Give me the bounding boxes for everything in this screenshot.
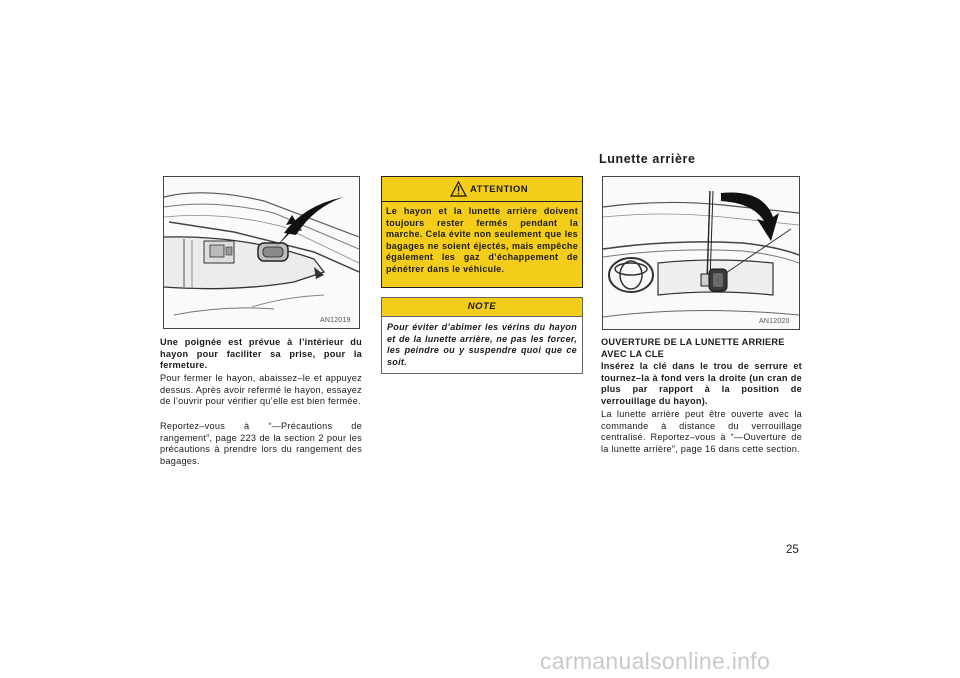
remote-opening-text: La lunette arrière peut être ouverte avec la commande à distance du verrouillage centralisé. Reportez–vous à “—Ouverture de la lunette arrière”, page 16 dans cette section. <box>601 409 802 454</box>
attention-box <box>381 176 583 288</box>
key-lock-illustration <box>603 177 799 329</box>
attention-title: ATTENTION <box>470 184 529 195</box>
attention-text: Le hayon et la lunette arrière doivent toujours rester fermés pendant la marche. Cela évite non seulement que les bagages ne soient éjectés, mais empêche également les gaz d’échappement de pénétrer dans le véhicule. <box>386 206 578 274</box>
note-text: Pour éviter d’abîmer les vérins du hayon et de la lunette arrière, ne pas les forcer, les peindre ou y suspendre quoi que ce soit. <box>387 322 577 367</box>
liftgate-handle-illustration <box>164 177 359 328</box>
key-opening-heading: OUVERTURE DE LA LUNETTE ARRIERE AVEC LA CLE <box>601 337 785 359</box>
note-title: NOTE <box>382 298 582 317</box>
warning-triangle-icon <box>450 181 467 197</box>
key-instructions: Insérez la clé dans le trou de serrure et tournez–la à fond vers la droite (un cran de plus par rapport à la position de verrouillage du hayon). <box>601 361 802 406</box>
handle-heading: Une poignée est prévue à l’intérieur du hayon pour faciliter sa prise, pour la fermeture. <box>160 337 362 371</box>
note-box <box>381 297 583 374</box>
page-number: 25 <box>786 544 799 556</box>
attention-header <box>382 177 582 202</box>
watermark: carmanualsonline.info <box>540 648 771 674</box>
section-title: Lunette arrière <box>599 152 696 166</box>
storage-reference: Reportez–vous à “—Précautions de rangement”, page 223 de la section 2 pour les précautions à prendre lors du rangement des bagages. <box>160 421 362 466</box>
key-lock-figure <box>602 176 800 330</box>
figure-code: AN12020 <box>759 318 790 325</box>
figure-code: AN12019 <box>320 317 351 324</box>
liftgate-handle-figure <box>163 176 360 329</box>
close-instructions: Pour fermer le hayon, abaissez–le et appuyez dessus. Après avoir refermé le hayon, essayez de l’ouvrir pour vérifier qu’elle est bien fermée. <box>160 373 362 407</box>
